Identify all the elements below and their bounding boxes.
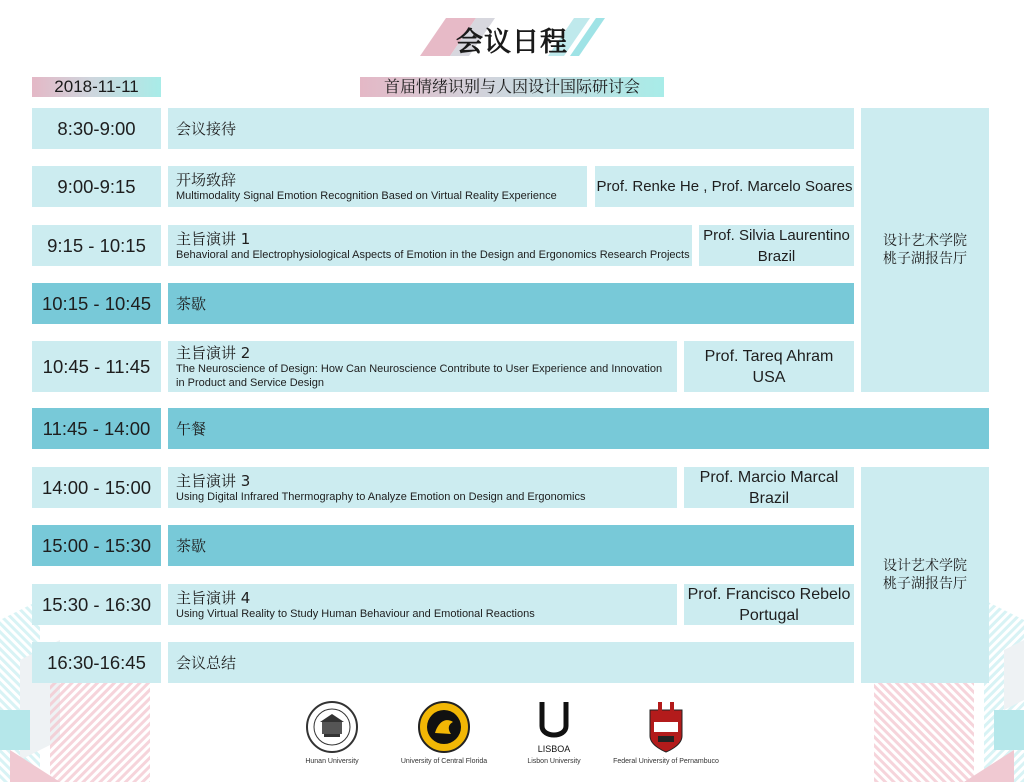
logo-ufpe (608, 700, 724, 765)
event-cell (168, 525, 854, 566)
speaker-name: Prof. Marcio Marcal (699, 468, 839, 486)
left-corner-decoration (0, 600, 170, 782)
logo-hunan-university (298, 700, 366, 765)
event-subtitle: Using Digital Infrared Thermography to Analyze Emotion on Design and Ergonomics (176, 490, 586, 503)
date-label: 2018-11-11 (32, 77, 161, 97)
speaker-cell (684, 467, 854, 508)
event-subtitle-cont: in Product and Service Design (176, 376, 324, 389)
time-slot: 15:00 - 15:30 (32, 525, 161, 566)
event-title: 茶歇 (176, 536, 207, 555)
time-slot: 10:45 - 11:45 (32, 341, 161, 392)
time-slot: 14:00 - 15:00 (32, 467, 161, 508)
logo-lisbon-university (522, 700, 586, 765)
event-title: 会议接待 (176, 119, 237, 138)
time-slot: 16:30-16:45 (32, 642, 161, 683)
speaker-country: Brazil (748, 489, 789, 507)
event-title: 主旨演讲 2 (176, 343, 251, 362)
logo-caption: Lisbon University (527, 758, 581, 765)
event-subtitle: Using Virtual Reality to Study Human Behaviour and Emotional Reactions (176, 607, 535, 620)
event-title: 主旨演讲 3 (176, 471, 251, 490)
event-cell (168, 283, 854, 324)
time-slot: 8:30-9:00 (32, 108, 161, 149)
event-title: 茶歇 (176, 294, 207, 313)
event-cell (168, 108, 854, 149)
speaker-cell (699, 225, 854, 266)
event-title: 开场致辞 (176, 170, 237, 189)
event-title: 会议总结 (176, 653, 237, 672)
event-title: 主旨演讲 1 (176, 229, 251, 248)
hunan-university-seal-icon (305, 700, 359, 754)
speaker-name: Prof. Francisco Rebelo (687, 585, 851, 603)
time-slot: 10:15 - 10:45 (32, 283, 161, 324)
logo-caption: Hunan University (305, 758, 359, 765)
time-slot: 11:45 - 14:00 (32, 408, 161, 449)
conference-name: 首届情绪识别与人因设计国际研讨会 (360, 77, 664, 97)
event-title: 主旨演讲 4 (176, 588, 251, 607)
venue-line1: 设计艺术学院 (883, 558, 967, 574)
event-subtitle: Multimodality Signal Emotion Recognition Based on Virtual Reality Experience (176, 189, 557, 202)
lisboa-u-icon (534, 700, 574, 754)
time-slot: 9:00-9:15 (32, 166, 161, 207)
event-cell (168, 408, 989, 449)
lisboa-mark-text: LISBOA (537, 744, 571, 754)
logo-ucf (396, 700, 492, 765)
venue-line2: 桃子湖报告厅 (883, 576, 967, 592)
speaker-cell (684, 341, 854, 392)
speaker-cell (684, 584, 854, 625)
logo-caption: Federal University of Pernambuco (613, 758, 719, 765)
event-cell (168, 467, 677, 508)
ucf-seal-icon (417, 700, 471, 754)
speaker-cell (595, 166, 854, 207)
event-cell (168, 225, 692, 266)
event-cell (168, 584, 677, 625)
event-cell (168, 341, 677, 392)
event-subtitle: The Neuroscience of Design: How Can Neuroscience Contribute to User Experience and Innovation (176, 362, 663, 375)
event-subtitle: Behavioral and Electrophysiological Aspects of Emotion in the Design and Ergonomics Research Projects (176, 248, 690, 261)
event-cell (168, 642, 854, 683)
speaker-country: USA (752, 368, 786, 386)
time-slot: 9:15 - 10:15 (32, 225, 161, 266)
speaker-name: Prof. Tareq Ahram (704, 347, 834, 365)
speaker-name: Prof. Silvia Laurentino (703, 226, 850, 244)
speaker-country: Brazil (757, 247, 796, 265)
venue-line1: 设计艺术学院 (883, 233, 967, 249)
event-cell (168, 166, 587, 207)
ufpe-crest-icon (644, 700, 688, 754)
time-slot: 15:30 - 16:30 (32, 584, 161, 625)
speaker-country: Portugal (739, 606, 799, 624)
venue-cell-afternoon (861, 467, 989, 683)
event-title: 午餐 (176, 419, 207, 438)
venue-line2: 桃子湖报告厅 (883, 251, 967, 267)
venue-cell-morning (861, 108, 989, 392)
page-title: 会议日程 (456, 27, 568, 58)
logo-caption: University of Central Florida (400, 758, 488, 765)
speaker-names: Prof. Renke He , Prof. Marcelo Soares (596, 178, 853, 195)
